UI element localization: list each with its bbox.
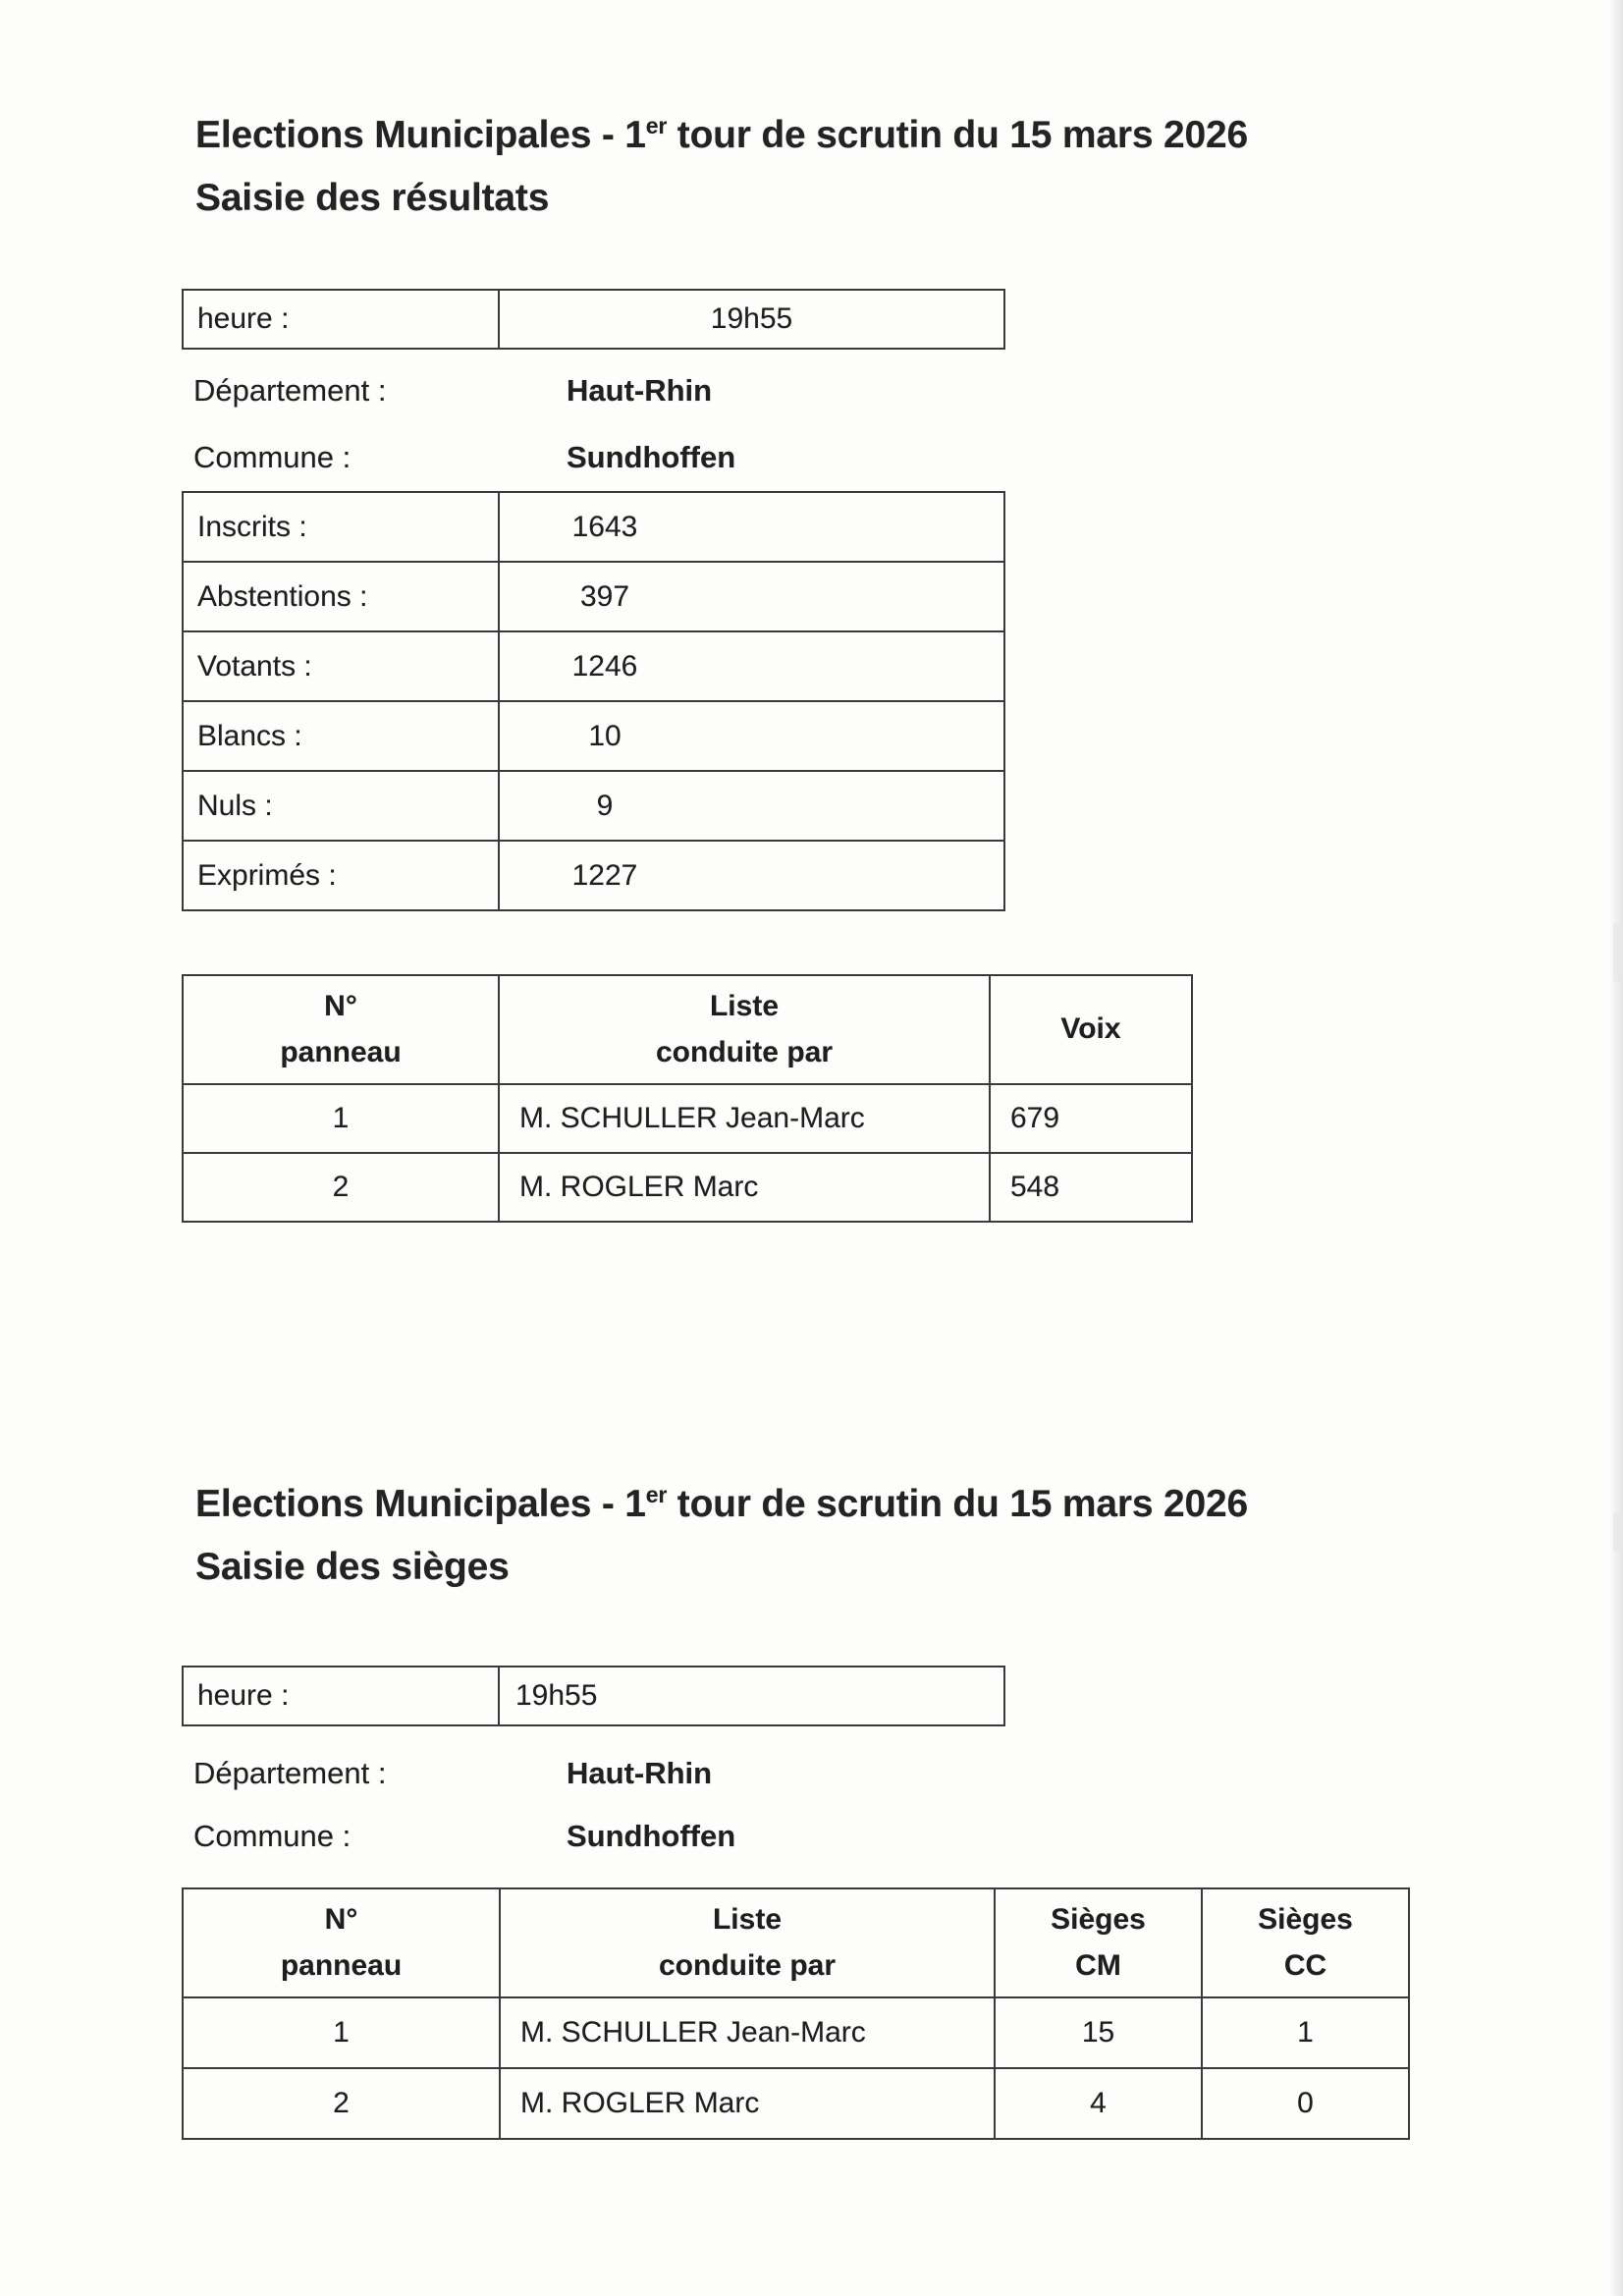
cell-liste: M. SCHULLER Jean-Marc bbox=[499, 1084, 990, 1153]
stat-label: Nuls : bbox=[183, 771, 499, 841]
sieges-title-suffix: tour de scrutin du 15 mars 2026 bbox=[667, 1483, 1248, 1525]
header-liste-line1: Liste bbox=[709, 990, 780, 1022]
cell-sieges-cm: 15 bbox=[995, 1997, 1202, 2068]
header-sieges-cm-line1: Sièges bbox=[1051, 1903, 1146, 1936]
sieges-heure-table bbox=[182, 1666, 1005, 1726]
results-heure-table bbox=[182, 289, 1005, 350]
cell-liste: M. ROGLER Marc bbox=[499, 1153, 990, 1222]
commune-value: Sundhoffen bbox=[567, 440, 736, 474]
header-voix: Voix bbox=[990, 975, 1192, 1084]
header-sieges-cc-line1: Sièges bbox=[1258, 1903, 1353, 1936]
stat-value: 1643 bbox=[499, 492, 1004, 562]
departement-label: Département : bbox=[193, 1756, 387, 1790]
cell-liste: M. ROGLER Marc bbox=[500, 2068, 995, 2139]
stat-row bbox=[183, 562, 1004, 631]
header-sieges-cc-line2: CC bbox=[1283, 1948, 1327, 1982]
stat-label: Blancs : bbox=[183, 701, 499, 771]
stat-label: Abstentions : bbox=[183, 562, 499, 631]
cell-voix: 548 bbox=[990, 1153, 1192, 1222]
header-sieges-cc bbox=[1202, 1888, 1409, 1997]
header-liste-line2: conduite par bbox=[658, 1948, 836, 1982]
stat-value: 10 bbox=[499, 701, 1004, 771]
sieges-subtitle: Saisie des sièges bbox=[195, 1546, 510, 1588]
cell-panneau: 1 bbox=[183, 1084, 499, 1153]
stat-value: 1227 bbox=[499, 841, 1004, 910]
stat-label: Exprimés : bbox=[183, 841, 499, 910]
header-panneau-line1: N° bbox=[324, 990, 357, 1022]
sieges-table bbox=[182, 1887, 1410, 2140]
commune-label: Commune : bbox=[193, 440, 352, 474]
commune-label: Commune : bbox=[193, 1819, 352, 1853]
header-panneau-line2: panneau bbox=[280, 1948, 403, 1982]
stat-value: 9 bbox=[499, 771, 1004, 841]
stat-row bbox=[183, 841, 1004, 910]
commune-value: Sundhoffen bbox=[567, 1819, 736, 1853]
header-liste-line1: Liste bbox=[712, 1903, 783, 1936]
header-panneau bbox=[183, 1888, 500, 1997]
header-panneau-line2: panneau bbox=[280, 1035, 402, 1068]
departement-label: Département : bbox=[193, 373, 387, 408]
sieges-row bbox=[183, 1997, 1409, 2068]
header-liste bbox=[499, 975, 990, 1084]
stat-row bbox=[183, 771, 1004, 841]
cell-panneau: 1 bbox=[183, 1997, 500, 2068]
sieges-heure-value: 19h55 bbox=[499, 1667, 1004, 1725]
cell-panneau: 2 bbox=[183, 2068, 500, 2139]
results-commune-row bbox=[193, 440, 735, 475]
header-sieges-cm bbox=[995, 1888, 1202, 1997]
scan-smudge-artifact bbox=[1613, 923, 1623, 982]
departement-value: Haut-Rhin bbox=[567, 1756, 713, 1790]
cell-liste: M. SCHULLER Jean-Marc bbox=[500, 1997, 995, 2068]
scan-edge-artifact bbox=[1609, 0, 1623, 2296]
sieges-title-text: Elections Municipales - 1 bbox=[195, 1483, 646, 1525]
results-heure-label: heure : bbox=[183, 290, 499, 349]
results-heure-value: 19h55 bbox=[499, 290, 1004, 349]
header-panneau bbox=[183, 975, 499, 1084]
header-panneau-line1: N° bbox=[324, 1903, 358, 1936]
sieges-heure-label: heure : bbox=[183, 1667, 499, 1725]
sieges-commune-row bbox=[193, 1819, 735, 1854]
results-subtitle: Saisie des résultats bbox=[195, 177, 550, 219]
results-title-ordinal: er bbox=[645, 113, 668, 138]
stat-value: 1246 bbox=[499, 631, 1004, 701]
sieges-title-ordinal: er bbox=[645, 1482, 668, 1507]
sieges-title bbox=[195, 1483, 1248, 1526]
stats-table bbox=[182, 491, 1005, 911]
results-title bbox=[195, 114, 1248, 157]
sieges-row bbox=[183, 2068, 1409, 2139]
stat-row bbox=[183, 492, 1004, 562]
departement-value: Haut-Rhin bbox=[567, 373, 713, 408]
result-row bbox=[183, 1153, 1192, 1222]
cell-voix: 679 bbox=[990, 1084, 1192, 1153]
results-title-text: Elections Municipales - 1 bbox=[195, 114, 646, 156]
cell-sieges-cc: 1 bbox=[1202, 1997, 1409, 2068]
sieges-departement-row bbox=[193, 1756, 712, 1791]
stat-label: Inscrits : bbox=[183, 492, 499, 562]
stat-row bbox=[183, 701, 1004, 771]
results-departement-row bbox=[193, 373, 712, 409]
stat-row bbox=[183, 631, 1004, 701]
header-liste-line2: conduite par bbox=[655, 1035, 833, 1068]
results-table bbox=[182, 974, 1193, 1223]
scan-smudge-artifact bbox=[1613, 1512, 1623, 1552]
header-sieges-cm-line2: CM bbox=[1075, 1948, 1121, 1982]
results-title-suffix: tour de scrutin du 15 mars 2026 bbox=[667, 114, 1248, 156]
result-row bbox=[183, 1084, 1192, 1153]
cell-panneau: 2 bbox=[183, 1153, 499, 1222]
stat-label: Votants : bbox=[183, 631, 499, 701]
cell-sieges-cm: 4 bbox=[995, 2068, 1202, 2139]
header-liste bbox=[500, 1888, 995, 1997]
stat-value: 397 bbox=[499, 562, 1004, 631]
cell-sieges-cc: 0 bbox=[1202, 2068, 1409, 2139]
